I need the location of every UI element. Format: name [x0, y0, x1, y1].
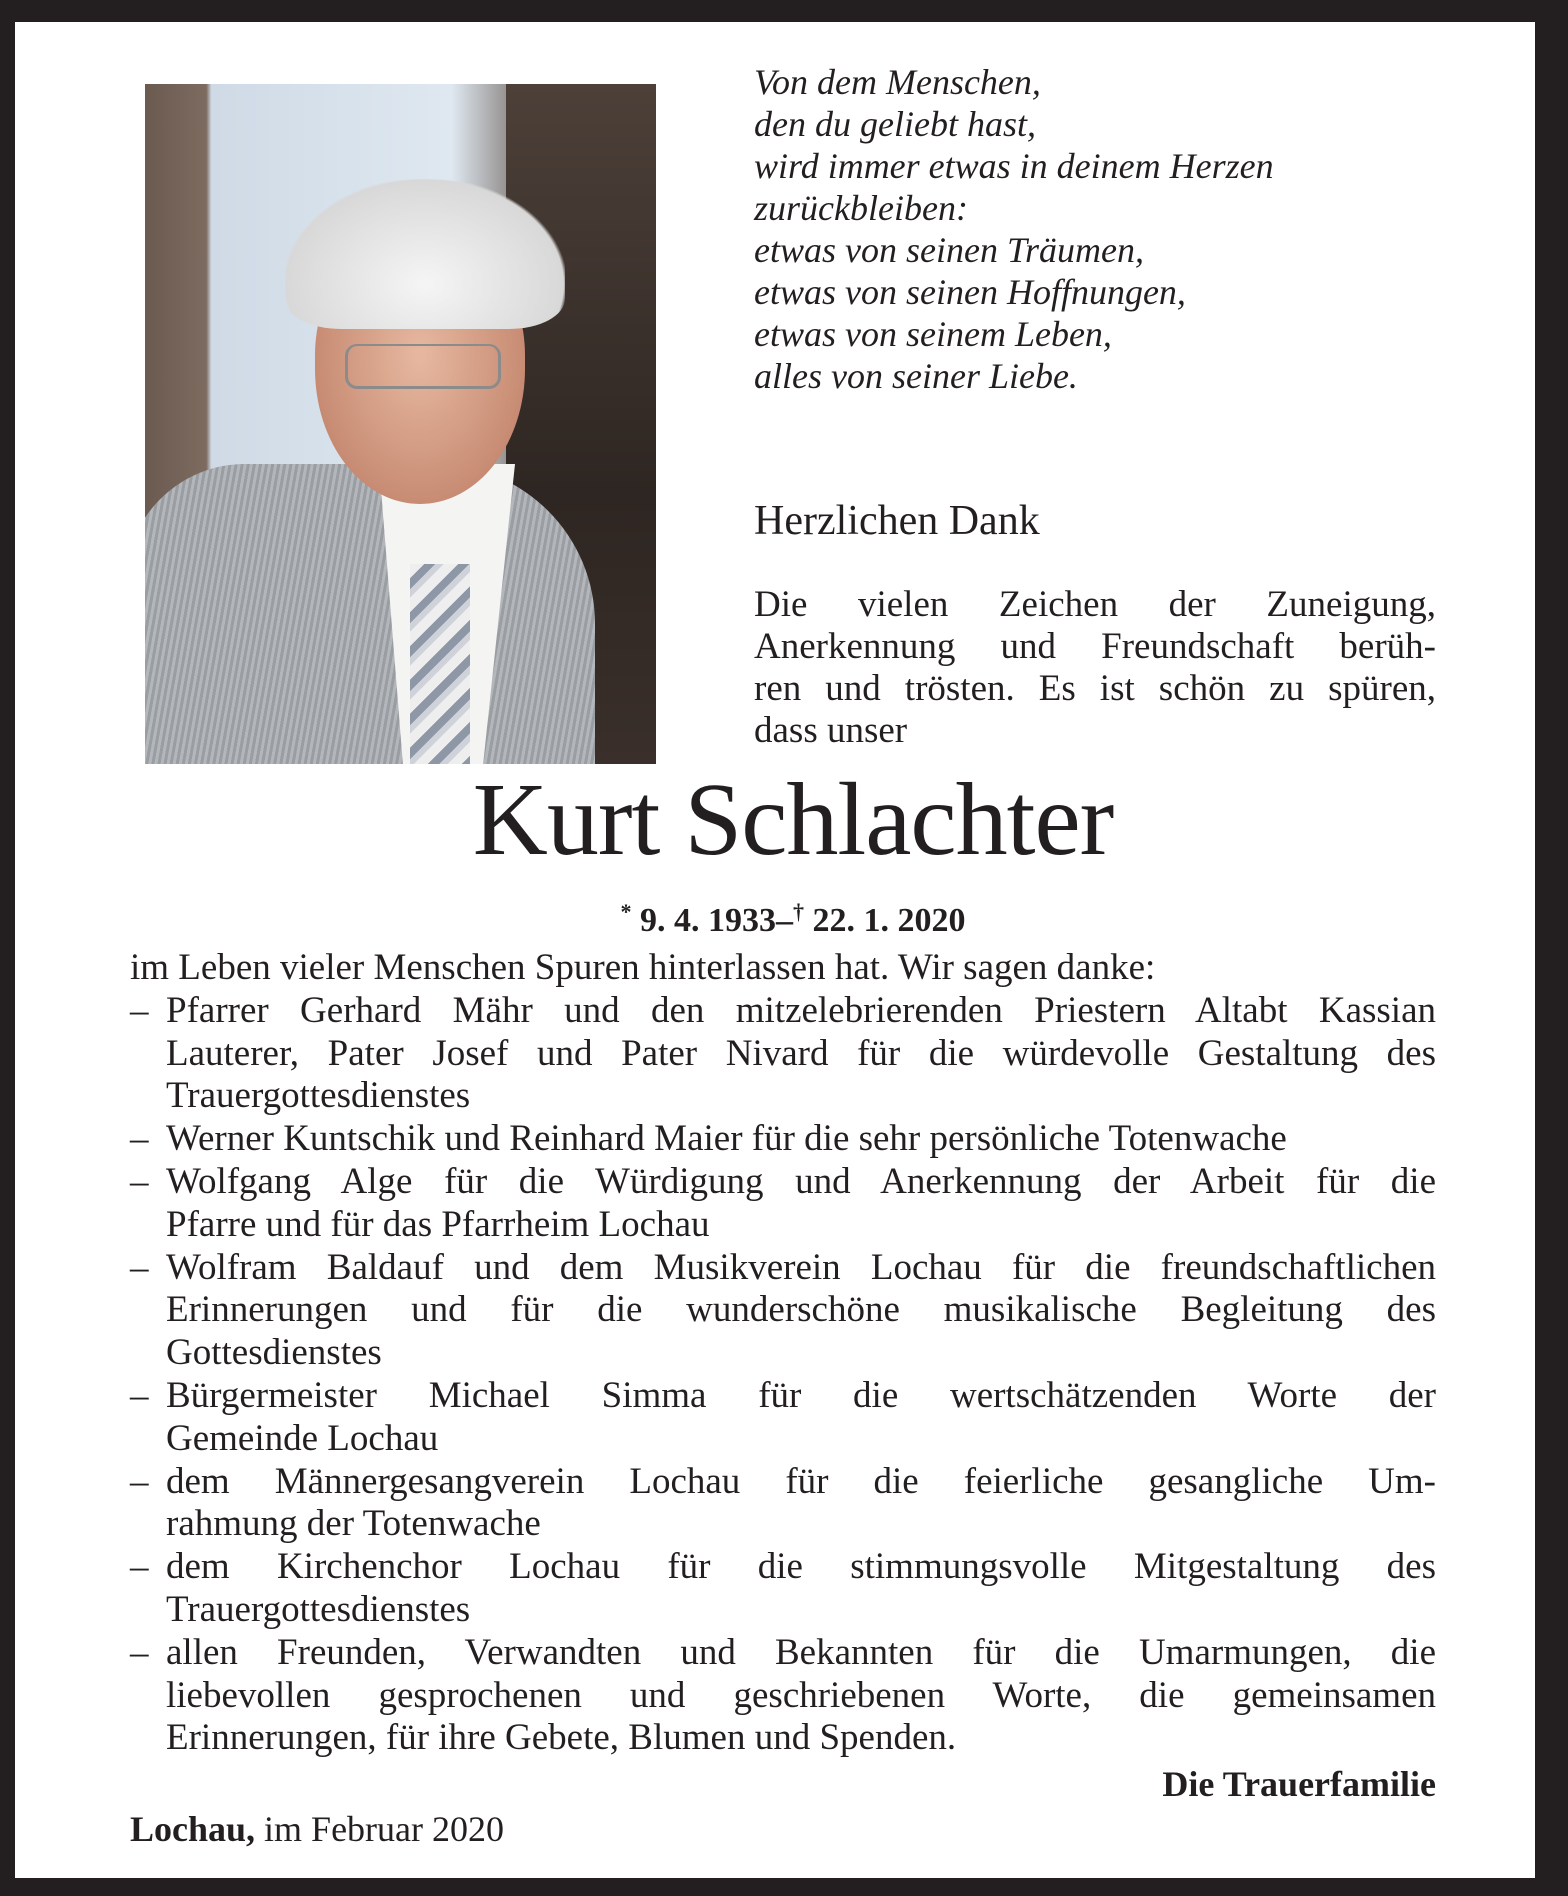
dash-bullet: – [130, 989, 149, 1031]
thanks-line: Erinnerungen und für die wunderschöne musikalische Begleitung des [166, 1289, 1436, 1331]
thanks-line: Lauterer, Pater Josef und Pater Nivard für die würdevolle Gestaltung des [166, 1032, 1436, 1074]
glasses [345, 344, 501, 389]
signature: Die Trauerfamilie [1162, 1764, 1436, 1804]
dash-bullet: – [130, 1160, 149, 1202]
poem-line: wird immer etwas in deinem Herzen [754, 146, 1274, 186]
birth-symbol: * [620, 899, 632, 924]
intro-line: ren und trösten. Es ist schön zu spüren, [754, 668, 1436, 709]
date-line: im Februar 2020 [264, 1809, 505, 1849]
thanks-item [130, 1546, 1436, 1632]
heading: Herzlichen Dank [754, 498, 1040, 544]
tie [410, 564, 470, 764]
place-date [130, 1808, 504, 1850]
poem [754, 61, 1274, 397]
poem-line: Von dem Menschen, [754, 62, 1041, 102]
thanks-item [130, 1161, 1436, 1247]
place: Lochau, [130, 1809, 256, 1849]
poem-line: etwas von seinen Träumen, [754, 230, 1144, 270]
date-separator: – [776, 902, 793, 939]
intro-line: dass unser [754, 710, 908, 751]
dash-bullet: – [130, 1374, 149, 1416]
thanks-line: Bürgermeister Michael Simma für die wertschätzenden Worte der [166, 1374, 1436, 1416]
deceased-name: Kurt Schlachter [472, 762, 1114, 877]
portrait-photo [145, 84, 656, 764]
dash-bullet: – [130, 1118, 149, 1160]
poem-line: etwas von seinen Hoffnungen, [754, 272, 1186, 312]
thanks-line: Wolfgang Alge für die Würdigung und Anerkennung der Arbeit für die [166, 1160, 1436, 1202]
thanks-item [130, 1632, 1436, 1760]
thanks-item [130, 990, 1436, 1118]
death-date: 22. 1. 2020 [812, 902, 966, 939]
poem-line: alles von seiner Liebe. [754, 356, 1078, 396]
thanks-line: Werner Kuntschik und Reinhard Maier für die sehr persönliche Totenwache [166, 1118, 1287, 1160]
thanks-line: liebevollen gesprochenen und geschriebenen Worte, die gemeinsamen [166, 1674, 1436, 1716]
thanks-line: Gemeinde Lochau [166, 1417, 439, 1459]
birth-date: 9. 4. 1933 [640, 902, 776, 939]
dash-bullet: – [130, 1546, 149, 1588]
thanks-item [130, 1375, 1436, 1461]
thanks-item [130, 1461, 1436, 1547]
dash-bullet: – [130, 1246, 149, 1288]
poem-line: etwas von seinem Leben, [754, 314, 1112, 354]
thanks-line: Trauergottesdienstes [166, 1075, 471, 1117]
dash-bullet: – [130, 1460, 149, 1502]
thanks-line: Erinnerungen, für ihre Gebete, Blumen und Spenden. [166, 1717, 957, 1759]
thanks-line: allen Freunden, Verwandten und Bekannten für die Umarmungen, die [166, 1631, 1436, 1673]
thanks-line: dem Männergesangverein Lochau für die feierliche gesangliche Um- [166, 1460, 1436, 1502]
thanks-line: Wolfram Baldauf und dem Musikverein Lochau für die freundschaftlichen [166, 1246, 1436, 1288]
intro-paragraph [754, 584, 1436, 752]
thanks-line: Pfarre und für das Pfarrheim Lochau [166, 1203, 710, 1245]
dash-bullet: – [130, 1631, 149, 1673]
poem-line: den du geliebt hast, [754, 104, 1036, 144]
thanks-line: Gottesdienstes [166, 1332, 382, 1374]
poem-line: zurückbleiben: [754, 188, 968, 228]
thanks-section [130, 947, 1436, 1760]
thanks-item [130, 1118, 1436, 1161]
lead-line: im Leben vieler Menschen Spuren hinterlassen hat. Wir sagen danke: [130, 947, 1156, 988]
intro-line: Die vielen Zeichen der Zuneigung, [754, 584, 1436, 625]
thanks-line: Pfarrer Gerhard Mähr und den mitzelebrierenden Priestern Altabt Kassian [166, 989, 1436, 1031]
intro-line: Anerkennung und Freundschaft berüh- [754, 626, 1436, 667]
thanks-line: rahmung der Totenwache [166, 1503, 541, 1545]
life-dates [0, 892, 1568, 941]
thanks-line: Trauergottesdienstes [166, 1588, 471, 1630]
death-symbol: † [793, 899, 804, 924]
hair [285, 179, 565, 329]
suit [145, 464, 595, 764]
thanks-item [130, 1247, 1436, 1375]
thanks-line: dem Kirchenchor Lochau für die stimmungsvolle Mitgestaltung des [166, 1546, 1436, 1588]
